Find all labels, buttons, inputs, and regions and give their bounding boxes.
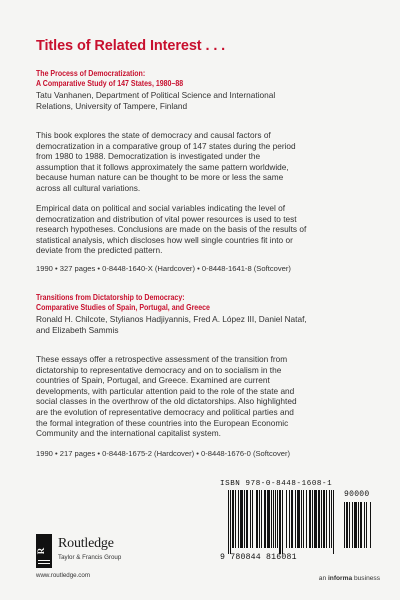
text-line: dictatorship to representative democracy and on to socialism in the (36, 364, 282, 375)
book-1-description-paragraph-1 (36, 130, 366, 194)
barcode-bar (321, 490, 322, 548)
text-line: countries of Spain, Portugal, and Greece. Examined are current (36, 375, 270, 386)
barcode-bar (326, 490, 327, 548)
text-line: from 1980 to 1988. Democratization is investigated under the (36, 151, 261, 162)
barcode-bar (318, 490, 320, 548)
barcode-bar (297, 490, 300, 548)
barcode-bar (303, 490, 304, 548)
text-line: These essays offer a retrospective assessment of the transition from (36, 354, 288, 364)
barcode-bar (331, 490, 332, 548)
barcode-bar (277, 490, 278, 548)
barcode-bar (333, 490, 334, 554)
barcode-bar (291, 490, 293, 548)
text-line: across all cultural variations. (36, 182, 141, 193)
barcode-bar (240, 490, 243, 548)
publisher-url[interactable]: www.routledge.com (36, 572, 90, 579)
barcode-bar (344, 502, 345, 548)
barcode-bar (323, 490, 325, 548)
text-line: democratization in a comparative group of 147 states during the period (36, 140, 296, 151)
book-entry-2 (36, 293, 366, 335)
text-line: developments, with particular attention paid to the role of the state and (36, 385, 295, 396)
book-1-author-line-1: Tatu Vanhanen, Department of Political Science and International (36, 90, 276, 100)
book-2-author-line-2: and Elizabeth Sammis (36, 324, 119, 335)
barcode-bar (279, 490, 281, 554)
informa-suffix: business (352, 575, 380, 582)
barcode-bar (244, 490, 245, 548)
informa-tagline (319, 575, 380, 582)
text-line: deviate from the predicted pattern. (36, 245, 163, 256)
text-line: because human nature can be thought to be more or less the same (36, 172, 284, 183)
text-line: statistical analysis, which discloses how well single countries fit into or (36, 234, 293, 245)
barcode-bar (329, 490, 330, 548)
barcode-bar (230, 490, 231, 554)
barcode-bar (358, 502, 359, 548)
barcode-bar (366, 502, 367, 548)
barcode-bar (286, 490, 287, 548)
text-line: are the evolution of representative democracy and political parties and (36, 406, 294, 417)
text-line: research hypotheses. Conclusions are made on the basis of the results of (36, 224, 307, 235)
barcode-bar (295, 490, 296, 548)
barcode-bar (352, 502, 353, 548)
isbn-label: ISBN 978-0-8448-1608-1 (220, 480, 333, 488)
text-line: the formal integration of these countries into the European Economic (36, 417, 289, 428)
barcode-bar (370, 502, 371, 548)
book-2-description-paragraph-1 (36, 354, 366, 439)
barcode-bar (228, 490, 229, 554)
barcode-bar (306, 490, 307, 548)
text-line: Community and the international capitalist system. (36, 428, 221, 439)
book-2-title-line-1: Transitions from Dictatorship to Democracy: (36, 293, 185, 302)
informa-brand: informa (327, 575, 353, 582)
isbn-barcode (220, 480, 380, 566)
book-entry-1 (36, 69, 366, 111)
book-1-author-line-2: Relations, University of Tampere, Finland (36, 100, 188, 111)
book-2-publication-info: 1990 • 217 pages • 0-8448-1675-2 (Hardcover) • 0-8448-1676-0 (Softcover) (36, 449, 291, 458)
barcode-bar (312, 490, 313, 548)
barcode-bar (259, 490, 260, 548)
barcode-bar (273, 490, 274, 548)
barcode-bar (275, 490, 276, 548)
publisher-name: Routledge (58, 536, 114, 551)
barcode-bars-icon (228, 490, 334, 554)
text-line: democratization and distribution of vital power resources is used to test (36, 213, 297, 224)
barcode-digits: 9 780844 816081 (220, 553, 297, 562)
barcode-bar (267, 490, 270, 548)
barcode-bar (309, 490, 311, 548)
book-2-title-line-2: Comparative Studies of Spain, Portugal, and Greece (36, 303, 210, 312)
barcode-bar (349, 502, 350, 548)
routledge-logo-icon (36, 534, 52, 568)
barcode-bar (256, 490, 258, 548)
book-1-title-line-1: The Process of Democratization: (36, 69, 146, 78)
barcode-addon-bars-icon (344, 502, 376, 554)
barcode-bar (238, 490, 239, 548)
book-1-title-line-2: A Comparative Study of 147 States, 1980–88 (36, 79, 184, 88)
barcode-bar (261, 490, 262, 548)
barcode-bar (282, 490, 283, 554)
text-line: Empirical data on political and social variables indicating the level of (36, 203, 286, 213)
publisher-group: Taylor & Francis Group (58, 554, 122, 561)
book-1-description-paragraph-2 (36, 203, 366, 256)
barcode-bar (271, 490, 272, 548)
barcode-bar (346, 502, 348, 548)
price-code: 90000 (344, 490, 370, 499)
text-line: This book explores the state of democracy and causal factors of (36, 130, 271, 140)
barcode-bar (252, 490, 253, 548)
barcode-bar (232, 490, 234, 548)
text-line: assumption that it follows approximately the same pattern worldwide, (36, 161, 289, 172)
publisher-logo (36, 534, 206, 584)
text-line: social classes in the overthrow of the old dictatorships. Also highlighted (36, 396, 297, 407)
barcode-bar (301, 490, 302, 548)
informa-prefix: an (318, 575, 328, 582)
barcode-bar (364, 502, 365, 548)
book-2-author-line-1: Ronald H. Chilcote, Stylianos Hadjiyannis, Fred A. López III, Daniel Nataf, (36, 314, 307, 324)
book-1-publication-info: 1990 • 327 pages • 0-8448-1640-X (Hardcover) • 0-8448-1641-8 (Softcover) (36, 264, 291, 273)
barcode-bar (246, 490, 248, 548)
barcode-bar (250, 490, 251, 548)
svg-text:R: R (36, 547, 46, 555)
barcode-bar (360, 502, 362, 548)
barcode-bar (235, 490, 236, 548)
barcode-bar (289, 490, 290, 548)
barcode-bar (314, 490, 317, 548)
barcode-bar (354, 502, 357, 548)
section-heading: Titles of Related Interest . . . (36, 38, 226, 54)
barcode-bar (264, 490, 266, 548)
